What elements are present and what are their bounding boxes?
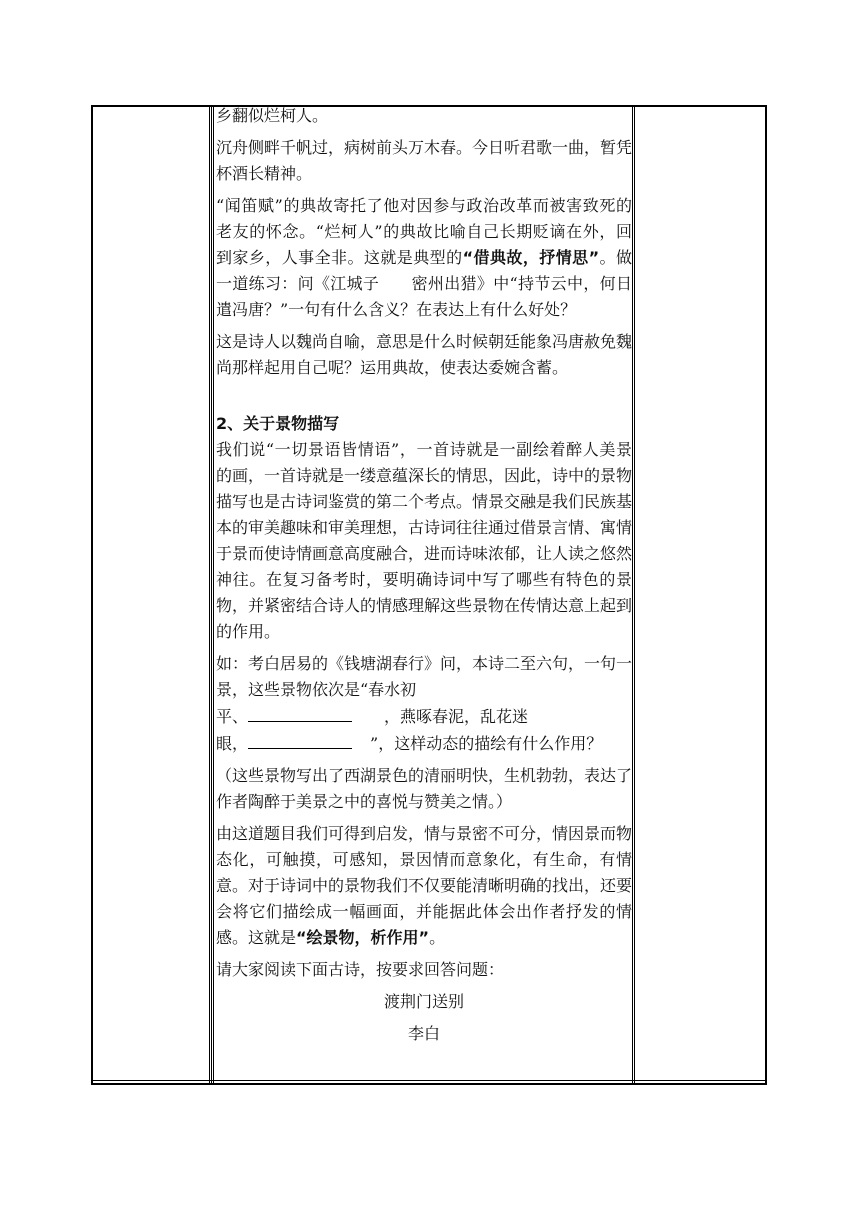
column-double-line bbox=[211, 107, 214, 1083]
lesson-content bbox=[216, 103, 632, 1053]
section-heading: 2、关于景物描写 bbox=[216, 414, 340, 433]
paragraph: （这些景物写出了西湖景色的清丽明快，生机勃勃，表达了作者陶醉于美景之中的喜悦与赞美之情。） bbox=[216, 766, 633, 811]
paragraph: 我们说“一切景语皆情语”，一首诗就是一副绘着醉人美景的画，一首诗就是一缕意蕴深长的情思，因此，诗中的景物描写也是古诗词鉴赏的第二个考点。情景交融是我们民族基本的审美趣味和审美理想，古诗词往往通过借景言情、寓情于景而使诗情画意高度融合，进而诗味浓郁，让人读之悠然神往。在复习备考时，要明确诗词中写了哪些有特色的景物，并紧密结合诗人的情感理解这些景物在传情达意上起到的作用。 bbox=[216, 440, 633, 641]
answer-blank bbox=[248, 730, 352, 749]
table-bottom-line bbox=[93, 1080, 765, 1081]
paragraph: 由这道题目我们可得到启发，情与景密不可分，情因景而物态化，可触摸，可感知，景因情而意象化，有生命，有情意。对于诗词中的景物我们不仅要能清晰明确的找出，还要会将它们描绘成一幅画面，并能据此体会出作者抒发的情感。这就是“绘景物，析作用”。 bbox=[216, 824, 633, 947]
paragraph: 这是诗人以魏尚自喻，意思是什么时候朝廷能象冯唐赦免魏尚那样起用自己呢？运用典故，使表达委婉含蓄。 bbox=[216, 332, 633, 377]
answer-blank bbox=[248, 703, 352, 722]
poem-author: 李白 bbox=[407, 1024, 440, 1043]
paragraph: 请大家阅读下面古诗，按要求回答问题： bbox=[216, 960, 505, 979]
poem-title: 渡荆门送别 bbox=[383, 992, 464, 1011]
column-divider bbox=[209, 107, 210, 1083]
paragraph: 如：考白居易的《钱塘湖春行》问，本诗二至六句，一句一景，这些景物依次是“春水初 平、 ，燕啄春泥，乱花迷 眼， ”，这样动态的描绘有什么作用？ bbox=[216, 654, 633, 753]
paragraph: 乡翻似烂柯人。 bbox=[216, 106, 329, 125]
paragraph: 沉舟侧畔千帆过，病树前头万木春。今日听君歌一曲，暂凭杯酒长精神。 bbox=[216, 138, 633, 183]
paragraph: “闻笛赋”的典故寄托了他对因参与政治改革而被害致死的老友的怀念。“烂柯人”的典故比喻自己长期贬谪在外，回到家乡，人事全非。这就是典型的“借典故，抒情思”。做一道练习：问《江城子 密州出猎》中“持节云中，何日遣冯唐？”一句有什么含义？在表达上有什么好处？ bbox=[216, 196, 632, 319]
bold-phrase: “借典故，抒情思” bbox=[462, 248, 600, 267]
column-double-line bbox=[632, 107, 635, 1083]
bold-phrase: “绘景物，析作用” bbox=[296, 928, 430, 947]
